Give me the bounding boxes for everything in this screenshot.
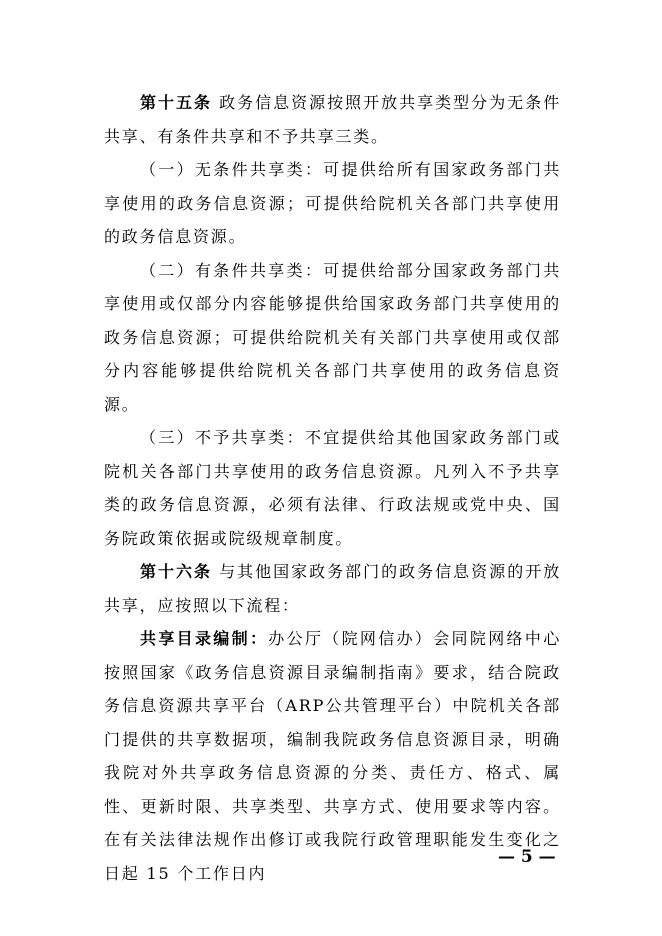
article-15-text: 政务信息资源按照开放共享类型分为无条件共享、有条件共享和不予共享三类。: [104, 93, 562, 146]
no-sharing-paragraph: [104, 421, 561, 555]
unconditional-sharing-text: （一）无条件共享类：可提供给所有国家政务部门共享使用的政务信息资源；可提供给院机关各部门共享使用的政务信息资源。: [104, 160, 561, 246]
article-16-paragraph: [104, 555, 561, 622]
unconditional-sharing-paragraph: [104, 153, 561, 254]
article-16-text: 与其他国家政务部门的政务信息资源的开放共享，应按照以下流程：: [104, 562, 562, 615]
article-16-heading: 第十六条: [140, 562, 213, 581]
conditional-sharing-text: （二）有条件共享类：可提供给部分国家政务部门共享使用或仅部分内容能够提供给国家政务部门共享使用的政务信息资源；可提供给院机关有关部门共享使用或仅部分内容能够提供给院机关各部门共享使用的政务信息资源。: [104, 260, 561, 414]
catalog-compilation-text: 办公厅（院网信办）会同院网络中心按照国家《政务信息资源目录编制指南》要求，结合院政务信息资源共享平台（ARP公共管理平台）中院机关各部门提供的共享数据项，编制我院政务信息资源目录，明确我院对外共享政务信息资源的分类、责任方、格式、属性、更新时限、共享类型、共享方式、使用要求等内容。在有关法律法规作出修订或我院行政管理职能发生变化之日起 15 个工作日内: [104, 629, 561, 883]
document-body: [104, 86, 561, 890]
page-number: — 5 —: [498, 847, 556, 867]
catalog-compilation-paragraph: [104, 622, 561, 890]
conditional-sharing-paragraph: [104, 254, 561, 422]
no-sharing-text: （三）不予共享类：不宜提供给其他国家政务部门或院机关各部门共享使用的政务信息资源。凡列入不予共享类的政务信息资源，必须有法律、行政法规或党中央、国务院政策依据或院级规章制度。: [104, 428, 561, 548]
article-15-paragraph: [104, 86, 561, 153]
article-15-heading: 第十五条: [140, 93, 213, 112]
catalog-compilation-heading: 共享目录编制：: [140, 629, 269, 648]
